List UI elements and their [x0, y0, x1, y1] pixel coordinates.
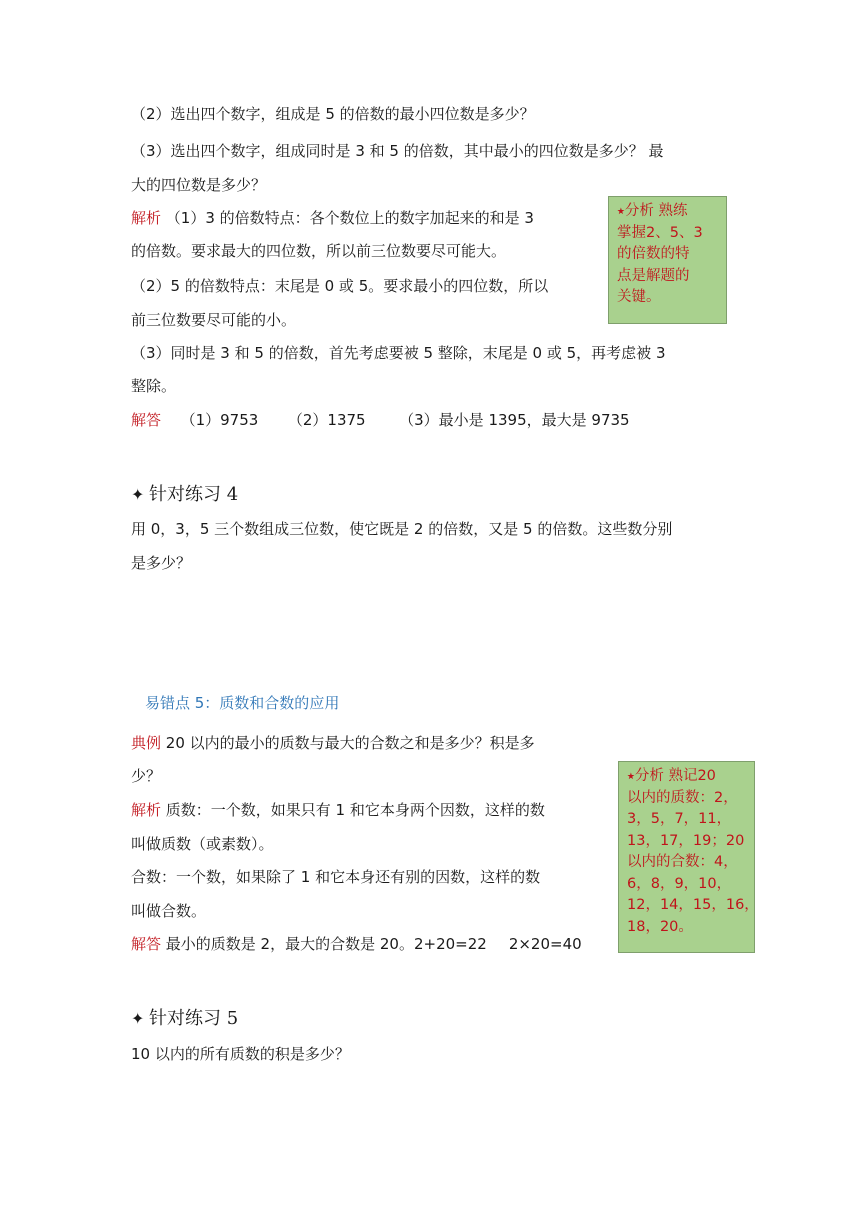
- practice-4-line1: 用 0，3，5 三个数组成三位数，使它既是 2 的倍数，又是 5 的倍数。这些数分别: [131, 520, 673, 538]
- answer-label: 解答: [131, 935, 162, 953]
- analysis-1-line2: 的倍数。要求最大的四位数，所以前三位数要尽可能大。: [131, 242, 507, 260]
- analysis-5-line4: 叫做合数。: [131, 902, 207, 920]
- example-5-line2: 少？: [131, 767, 162, 785]
- answer-5-text: 最小的质数是 2，最大的合数是 20。2+20=22: [161, 935, 487, 953]
- practice-4-title: 针对练习 4: [149, 484, 239, 505]
- note-1-line: 关键。: [617, 289, 661, 305]
- question-3-text-line2: 大的四位数是多少？: [131, 176, 267, 194]
- sparkle-icon: ✦: [131, 1009, 145, 1028]
- note-2-line: 18，20。: [627, 918, 693, 935]
- note-2-line: 12，14，15，16，: [627, 897, 759, 913]
- analysis-1-line3: （2）5 的倍数特点：末尾是 0 或 5。要求最小的四位数，所以: [131, 277, 549, 295]
- example-5-line1: [131, 733, 535, 753]
- analysis-label: 解析: [131, 801, 162, 819]
- answer-5-line: [131, 934, 582, 954]
- question-3-text-line1: （3）选出四个数字，组成同时是 3 和 5 的倍数，其中最小的四位数是多少？ 最: [131, 142, 664, 160]
- note-2-line: 3，5，7，11，: [627, 811, 732, 827]
- note-1-line: 掌握2、5、3: [617, 224, 703, 241]
- analysis-1-line4: 前三位数要尽可能的小。: [131, 311, 297, 329]
- note-1-line: 点是解题的: [617, 267, 690, 284]
- practice-5-line1: 10 以内的所有质数的积是多少？: [131, 1045, 350, 1063]
- section-5-title: 易错点 5：质数和合数的应用: [145, 694, 340, 712]
- note-1-line: 的倍数的特: [617, 246, 690, 262]
- analysis-5-line1: [131, 800, 545, 820]
- sparkle-icon: ✦: [131, 485, 145, 504]
- note-2-line: ⭑分析 熟记20: [627, 768, 716, 784]
- analysis-1-text: （1）3 的倍数特点：各个数位上的数字加起来的和是 3: [165, 209, 534, 227]
- example-5-text: 20 以内的最小的质数与最大的合数之和是多少？积是多: [161, 734, 535, 752]
- answer-5-product: 2×20=40: [508, 935, 582, 953]
- answer-1-part1: （1）9753: [180, 411, 259, 429]
- note-2-line: 13，17，19；20: [627, 832, 745, 849]
- analysis-note-box-1: [608, 196, 727, 324]
- analysis-5-text: 质数：一个数，如果只有 1 和它本身两个因数，这样的数: [161, 801, 545, 819]
- analysis-1-line5: （3）同时是 3 和 5 的倍数，首先考虑要被 5 整除，末尾是 0 或 5，再考虑被 3: [131, 344, 666, 362]
- answer-1-part2: （2）1375: [287, 411, 366, 429]
- note-2-line: 以内的合数：4，: [627, 854, 738, 870]
- answer-1-line: [131, 410, 630, 430]
- analysis-5-line2: 叫做质数（或素数）。: [131, 835, 274, 853]
- note-1-line: ⭑分析 熟练: [617, 203, 688, 219]
- analysis-5-line3: 合数：一个数，如果除了 1 和它本身还有别的因数，这样的数: [131, 868, 541, 886]
- answer-1-part3: （3）最小是 1395，最大是 9735: [399, 411, 630, 429]
- practice-4-line2: 是多少？: [131, 554, 192, 572]
- practice-5-heading: [131, 1004, 238, 1030]
- analysis-note-box-2: [618, 761, 759, 953]
- answer-label: 解答: [131, 411, 162, 429]
- note-2-line: 6，8，9，10，: [627, 875, 732, 892]
- analysis-1-line6: 整除。: [131, 377, 177, 395]
- practice-5-title: 针对练习 5: [149, 1008, 239, 1029]
- question-2-text: （2）选出四个数字，组成是 5 的倍数的最小四位数是多少？: [131, 105, 535, 123]
- analysis-1-line1: [131, 208, 534, 228]
- example-label: 典例: [131, 734, 162, 752]
- practice-4-heading: [131, 480, 238, 506]
- analysis-label: 解析: [131, 209, 162, 227]
- note-2-line: 以内的质数：2，: [627, 789, 738, 806]
